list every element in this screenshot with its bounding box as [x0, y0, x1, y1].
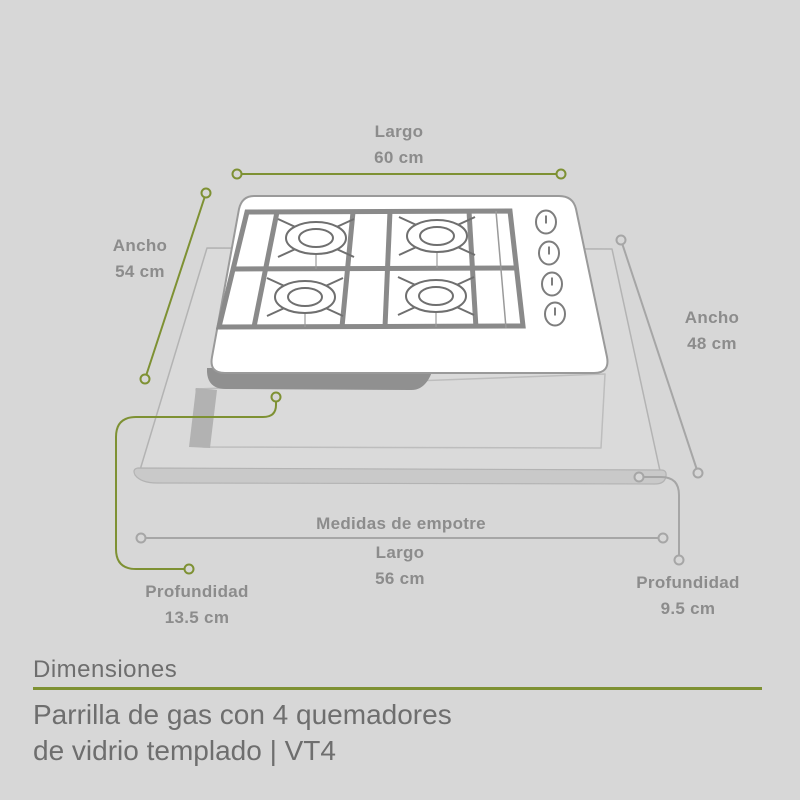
product-name-line2: de vidrio templado | VT4: [33, 735, 336, 766]
footer: [33, 656, 773, 769]
section-divider: [33, 687, 762, 690]
dim-profundidad-left: [145, 579, 248, 631]
dim-label: Profundidad: [636, 573, 740, 592]
dim-label: Ancho: [684, 308, 740, 327]
countertop-front-edge: [134, 468, 666, 484]
dim-value: 13.5 cm: [164, 608, 230, 627]
dim-label: Largo: [375, 543, 425, 562]
dim-empotre-largo: [375, 540, 425, 592]
dim-empotre-title: [316, 511, 486, 537]
dim-largo-top: [374, 119, 424, 171]
profundidad-right-line: [643, 477, 679, 556]
control-knob: [536, 211, 556, 234]
dim-ancho-left: [113, 233, 167, 285]
control-knob: [545, 303, 565, 326]
dim-value: 48 cm: [687, 334, 737, 353]
dim-value: 56 cm: [375, 569, 425, 588]
dim-value: 9.5 cm: [660, 599, 716, 618]
dim-value: 54 cm: [115, 262, 165, 281]
control-knob: [539, 242, 559, 265]
dim-profundidad-right: [636, 570, 739, 622]
product-name: [33, 697, 773, 769]
dim-value: 60 cm: [374, 148, 424, 167]
product-name-line1: Parrilla de gas con 4 quemadores: [33, 699, 452, 730]
dim-label: Profundidad: [145, 582, 249, 601]
dim-label: Medidas de empotre: [316, 514, 486, 533]
dim-label: Ancho: [112, 236, 168, 255]
dim-ancho-right: [685, 305, 739, 357]
control-knob: [542, 273, 562, 296]
section-title: Dimensiones: [33, 656, 178, 683]
dim-label: Largo: [374, 122, 424, 141]
